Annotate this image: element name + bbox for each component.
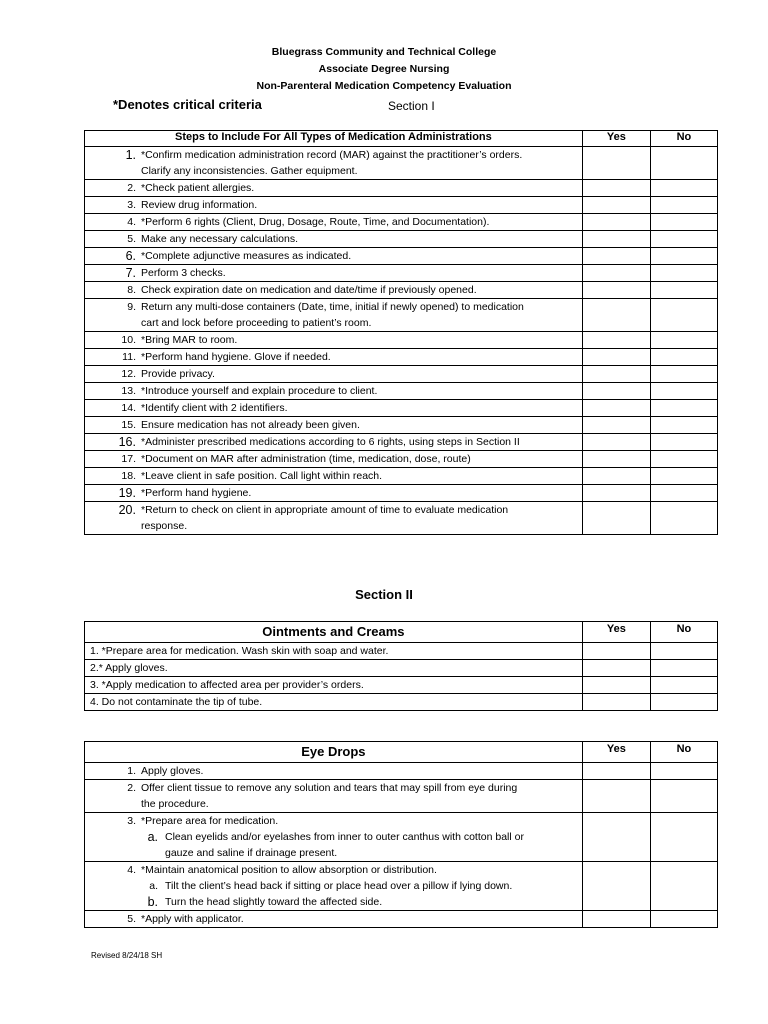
step-line: *Check patient allergies. xyxy=(141,182,255,194)
step-line: Review drug information. xyxy=(141,199,258,211)
step-line: *Perform hand hygiene. xyxy=(141,487,252,499)
list-item xyxy=(85,197,582,213)
table-row xyxy=(85,332,718,349)
no-checkbox-cell[interactable] xyxy=(650,265,717,282)
step-text xyxy=(139,214,582,230)
no-checkbox-cell[interactable] xyxy=(650,248,717,265)
step-cell xyxy=(85,451,583,468)
yes-checkbox-cell[interactable] xyxy=(582,780,650,813)
step-cell xyxy=(85,349,583,366)
no-header: No xyxy=(650,622,717,643)
yes-checkbox-cell[interactable] xyxy=(582,383,650,400)
table-row xyxy=(85,763,718,780)
ointments-table xyxy=(84,621,718,711)
list-item xyxy=(85,265,582,281)
step-line: Offer client tissue to remove any solution and tears that may spill from eye during xyxy=(141,782,518,794)
step-line: Clean eyelids and/or eyelashes from inner to outer canthus with cotton ball or xyxy=(165,831,524,843)
table-row xyxy=(85,485,718,502)
no-checkbox-cell[interactable] xyxy=(650,434,717,451)
no-checkbox-cell[interactable] xyxy=(650,763,717,780)
step-text xyxy=(139,434,582,450)
table-row xyxy=(85,911,718,928)
list-item xyxy=(85,366,582,382)
step-text xyxy=(139,366,582,382)
program-name: Associate Degree Nursing xyxy=(318,63,450,75)
yes-checkbox-cell[interactable] xyxy=(582,451,650,468)
sub-step xyxy=(85,878,582,894)
step-cell xyxy=(85,147,583,180)
yes-header: Yes xyxy=(582,131,650,147)
list-item xyxy=(85,282,582,298)
step-text xyxy=(139,231,582,247)
no-checkbox-cell[interactable] xyxy=(650,780,717,813)
no-checkbox-cell[interactable] xyxy=(650,180,717,197)
list-item xyxy=(85,911,582,927)
sub-step-letter: a. xyxy=(147,830,158,844)
no-checkbox-cell[interactable] xyxy=(650,332,717,349)
table-row xyxy=(85,468,718,485)
yes-checkbox-cell[interactable] xyxy=(582,332,650,349)
list-item xyxy=(85,248,582,264)
table-row xyxy=(85,502,718,535)
no-checkbox-cell[interactable] xyxy=(650,197,717,214)
list-item xyxy=(85,214,582,230)
table-row xyxy=(85,400,718,417)
step-text xyxy=(139,451,582,467)
steps-header: Steps to Include For All Types of Medication Administrations xyxy=(85,131,583,147)
step-line: Ensure medication has not already been given. xyxy=(141,419,360,431)
table-row xyxy=(85,862,718,911)
no-checkbox-cell[interactable] xyxy=(650,349,717,366)
section-1-table xyxy=(84,130,718,535)
no-checkbox-cell[interactable] xyxy=(650,383,717,400)
step-text xyxy=(139,147,582,179)
step-number: 6. xyxy=(125,249,136,263)
eye-drops-table xyxy=(84,741,718,928)
step-text xyxy=(139,248,582,264)
step-cell xyxy=(85,299,583,332)
yes-checkbox-cell[interactable] xyxy=(582,694,650,711)
yes-checkbox-cell[interactable] xyxy=(582,417,650,434)
table-row xyxy=(85,214,718,231)
no-checkbox-cell[interactable] xyxy=(650,677,717,694)
step-cell xyxy=(85,813,583,862)
table-row xyxy=(85,366,718,383)
yes-checkbox-cell[interactable] xyxy=(582,282,650,299)
no-checkbox-cell[interactable] xyxy=(650,485,717,502)
table-row xyxy=(85,677,718,694)
no-checkbox-cell[interactable] xyxy=(650,400,717,417)
list-item xyxy=(85,332,582,348)
step-text xyxy=(139,417,582,433)
step-line: *Confirm medication administration record (MAR) against the practitioner’s orders. xyxy=(141,149,523,161)
step-number: 10. xyxy=(121,334,136,346)
step-line: *Bring MAR to room. xyxy=(141,334,238,346)
step-line: *Complete adjunctive measures as indicated. xyxy=(141,250,352,262)
step-text: 3. *Apply medication to affected area per provider’s orders. xyxy=(85,677,583,694)
form-title: Non-Parenteral Medication Competency Evaluation xyxy=(256,80,512,92)
step-text xyxy=(139,485,582,501)
yes-checkbox-cell[interactable] xyxy=(582,366,650,383)
yes-checkbox-cell[interactable] xyxy=(582,677,650,694)
list-item xyxy=(85,383,582,399)
step-cell xyxy=(85,485,583,502)
no-checkbox-cell[interactable] xyxy=(650,643,717,660)
no-checkbox-cell[interactable] xyxy=(650,502,717,535)
step-line: *Perform 6 rights (Client, Drug, Dosage, Route, Time, and Documentation). xyxy=(141,216,490,228)
no-checkbox-cell[interactable] xyxy=(650,911,717,928)
step-cell xyxy=(85,862,583,911)
list-item xyxy=(85,299,582,331)
yes-header: Yes xyxy=(582,622,650,643)
table-row xyxy=(85,349,718,366)
no-checkbox-cell[interactable] xyxy=(650,451,717,468)
step-line: gauze and saline if drainage present. xyxy=(165,847,338,859)
step-line: *Apply with applicator. xyxy=(141,913,244,925)
section-2-label: Section II xyxy=(355,587,413,602)
step-line: *Return to check on client in appropriate amount of time to evaluate medication xyxy=(141,504,509,516)
step-text xyxy=(139,282,582,298)
table-row xyxy=(85,299,718,332)
step-number: 1. xyxy=(127,765,136,777)
step-number: 18. xyxy=(121,470,136,482)
sub-step-letter: b. xyxy=(147,895,158,909)
sub-step-text xyxy=(163,894,582,910)
step-cell xyxy=(85,248,583,265)
step-cell xyxy=(85,502,583,535)
step-text xyxy=(139,862,582,878)
no-checkbox-cell[interactable] xyxy=(650,468,717,485)
sub-step xyxy=(85,894,582,910)
step-text xyxy=(139,763,582,779)
list-item xyxy=(85,231,582,247)
table-row xyxy=(85,643,718,660)
list-item xyxy=(85,468,582,484)
yes-checkbox-cell[interactable] xyxy=(582,180,650,197)
step-line: Perform 3 checks. xyxy=(141,267,226,279)
ointments-header: Ointments and Creams xyxy=(85,622,583,643)
table-row xyxy=(85,231,718,248)
sub-step-letter: a. xyxy=(149,880,158,892)
list-item xyxy=(85,147,582,179)
table-row xyxy=(85,383,718,400)
yes-checkbox-cell[interactable] xyxy=(582,485,650,502)
list-item xyxy=(85,862,582,878)
yes-checkbox-cell[interactable] xyxy=(582,349,650,366)
list-item xyxy=(85,451,582,467)
step-line: *Introduce yourself and explain procedure to client. xyxy=(141,385,378,397)
list-item xyxy=(85,400,582,416)
table-row xyxy=(85,434,718,451)
yes-checkbox-cell[interactable] xyxy=(582,147,650,180)
step-cell xyxy=(85,231,583,248)
section-1-label: Section I xyxy=(388,99,435,113)
step-line: the procedure. xyxy=(141,798,209,810)
step-text xyxy=(139,180,582,196)
step-number: 13. xyxy=(121,385,136,397)
yes-checkbox-cell[interactable] xyxy=(582,862,650,911)
step-number: 15. xyxy=(121,419,136,431)
step-line: Provide privacy. xyxy=(141,368,215,380)
list-item xyxy=(85,434,582,450)
step-number: 2. xyxy=(127,782,136,794)
yes-checkbox-cell[interactable] xyxy=(582,468,650,485)
step-cell xyxy=(85,180,583,197)
no-header: No xyxy=(650,131,717,147)
no-checkbox-cell[interactable] xyxy=(650,417,717,434)
yes-checkbox-cell[interactable] xyxy=(582,911,650,928)
step-line: Clarify any inconsistencies. Gather equipment. xyxy=(141,165,358,177)
table-row xyxy=(85,694,718,711)
step-line: response. xyxy=(141,520,188,532)
table-row xyxy=(85,265,718,282)
step-number: 14. xyxy=(121,402,136,414)
no-checkbox-cell[interactable] xyxy=(650,862,717,911)
critical-criteria-note: *Denotes critical criteria xyxy=(113,97,262,112)
step-text xyxy=(139,349,582,365)
step-cell xyxy=(85,282,583,299)
step-cell xyxy=(85,366,583,383)
step-cell xyxy=(85,197,583,214)
table-row xyxy=(85,813,718,862)
yes-checkbox-cell[interactable] xyxy=(582,434,650,451)
yes-header: Yes xyxy=(582,742,650,763)
step-line: *Administer prescribed medications according to 6 rights, using steps in Section II xyxy=(141,436,520,448)
no-checkbox-cell[interactable] xyxy=(650,299,717,332)
table-row xyxy=(85,417,718,434)
step-line: *Document on MAR after administration (time, medication, dose, route) xyxy=(141,453,471,465)
table-row xyxy=(85,197,718,214)
step-cell xyxy=(85,763,583,780)
step-number: 5. xyxy=(127,913,136,925)
step-text xyxy=(139,332,582,348)
table-row xyxy=(85,180,718,197)
step-cell xyxy=(85,417,583,434)
step-line: Apply gloves. xyxy=(141,765,204,777)
step-text: 1. *Prepare area for medication. Wash skin with soap and water. xyxy=(85,643,583,660)
yes-checkbox-cell[interactable] xyxy=(582,248,650,265)
list-item xyxy=(85,349,582,365)
table-row xyxy=(85,282,718,299)
step-line: *Prepare area for medication. xyxy=(141,815,279,827)
yes-checkbox-cell[interactable] xyxy=(582,265,650,282)
step-cell xyxy=(85,265,583,282)
step-number: 20. xyxy=(118,503,136,517)
step-number: 9. xyxy=(127,301,136,313)
yes-checkbox-cell[interactable] xyxy=(582,813,650,862)
step-number: 8. xyxy=(127,284,136,296)
step-text: 4. Do not contaminate the tip of tube. xyxy=(85,694,583,711)
step-cell xyxy=(85,468,583,485)
step-cell xyxy=(85,780,583,813)
yes-checkbox-cell[interactable] xyxy=(582,299,650,332)
step-line: *Maintain anatomical position to allow absorption or distribution. xyxy=(141,864,437,876)
list-item xyxy=(85,813,582,829)
step-cell xyxy=(85,434,583,451)
yes-checkbox-cell[interactable] xyxy=(582,400,650,417)
step-number: 4. xyxy=(127,864,136,876)
yes-checkbox-cell[interactable] xyxy=(582,214,650,231)
no-checkbox-cell[interactable] xyxy=(650,660,717,677)
step-line: *Perform hand hygiene. Glove if needed. xyxy=(141,351,331,363)
step-text xyxy=(139,502,582,534)
step-line: Turn the head slightly toward the affected side. xyxy=(165,896,383,908)
table-row xyxy=(85,248,718,265)
step-cell xyxy=(85,911,583,928)
step-text xyxy=(139,813,582,829)
step-line: *Identify client with 2 identifiers. xyxy=(141,402,288,414)
no-checkbox-cell[interactable] xyxy=(650,694,717,711)
yes-checkbox-cell[interactable] xyxy=(582,502,650,535)
list-item xyxy=(85,763,582,779)
no-checkbox-cell[interactable] xyxy=(650,813,717,862)
step-number: 7. xyxy=(125,266,136,280)
list-item xyxy=(85,485,582,501)
step-line: cart and lock before proceeding to patient’s room. xyxy=(141,317,372,329)
step-cell xyxy=(85,383,583,400)
step-cell xyxy=(85,214,583,231)
step-text xyxy=(139,468,582,484)
step-line: Make any necessary calculations. xyxy=(141,233,298,245)
sub-step-text xyxy=(163,829,582,861)
step-number: 3. xyxy=(127,199,136,211)
step-number: 11. xyxy=(122,351,136,363)
yes-checkbox-cell[interactable] xyxy=(582,763,650,780)
step-text xyxy=(139,265,582,281)
yes-checkbox-cell[interactable] xyxy=(582,197,650,214)
step-text xyxy=(139,400,582,416)
sub-step-text xyxy=(163,878,582,894)
step-text xyxy=(139,299,582,331)
step-line: Check expiration date on medication and date/time if previously opened. xyxy=(141,284,477,296)
step-text xyxy=(139,383,582,399)
no-checkbox-cell[interactable] xyxy=(650,147,717,180)
step-number: 1. xyxy=(125,148,136,162)
no-checkbox-cell[interactable] xyxy=(650,282,717,299)
no-checkbox-cell[interactable] xyxy=(650,214,717,231)
step-line: Return any multi-dose containers (Date, time, initial if newly opened) to medication xyxy=(141,301,524,313)
table-row xyxy=(85,660,718,677)
no-checkbox-cell[interactable] xyxy=(650,366,717,383)
table-row xyxy=(85,147,718,180)
step-text: 2.* Apply gloves. xyxy=(85,660,583,677)
step-text xyxy=(139,197,582,213)
step-cell xyxy=(85,332,583,349)
yes-checkbox-cell[interactable] xyxy=(582,643,650,660)
no-checkbox-cell[interactable] xyxy=(650,231,717,248)
step-number: 16. xyxy=(118,435,136,449)
list-item xyxy=(85,780,582,812)
yes-checkbox-cell[interactable] xyxy=(582,660,650,677)
step-line: *Leave client in safe position. Call light within reach. xyxy=(141,470,383,482)
step-number: 4. xyxy=(127,216,136,228)
table-row xyxy=(85,780,718,813)
no-header: No xyxy=(650,742,717,763)
step-number: 3. xyxy=(127,815,136,827)
list-item xyxy=(85,180,582,196)
step-number: 2. xyxy=(127,182,136,194)
step-number: 17. xyxy=(121,453,136,465)
step-number: 12. xyxy=(121,368,136,380)
college-name: Bluegrass Community and Technical College xyxy=(271,46,497,58)
step-number: 19. xyxy=(118,486,136,500)
step-number: 5. xyxy=(127,233,136,245)
list-item xyxy=(85,417,582,433)
step-text xyxy=(139,780,582,812)
step-line: Tilt the client’s head back if sitting or place head over a pillow if lying down. xyxy=(165,880,513,892)
yes-checkbox-cell[interactable] xyxy=(582,231,650,248)
sub-step xyxy=(85,829,582,861)
list-item xyxy=(85,502,582,534)
eye-drops-header: Eye Drops xyxy=(85,742,583,763)
step-text xyxy=(139,911,582,927)
table-row xyxy=(85,451,718,468)
step-cell xyxy=(85,400,583,417)
revision-note: Revised 8/24/18 SH xyxy=(91,951,163,960)
